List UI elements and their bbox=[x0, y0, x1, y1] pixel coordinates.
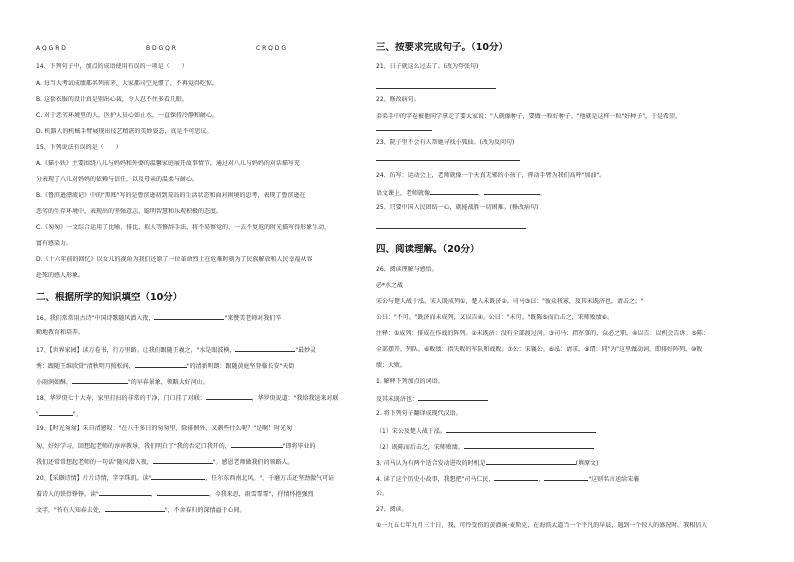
q17-blank-1[interactable] bbox=[235, 345, 295, 352]
q23-answer-line[interactable] bbox=[376, 160, 520, 161]
q17-text-f: 小雨润如酥， bbox=[36, 379, 73, 386]
q24-line1: 24、仿写：运动会上，老师就像一个天真无邪的小孩子，挥动手臂为我们高呼"加油"。 bbox=[376, 172, 606, 179]
section-4-title: 四、阅读理解。（20分） bbox=[376, 244, 480, 255]
options-row bbox=[36, 45, 364, 53]
section-2-title: 二、根据所学的知识填空（10分） bbox=[36, 292, 183, 303]
q17-text-b: "水是眼波横， bbox=[196, 347, 236, 354]
q18-close-quote: "。 bbox=[72, 411, 82, 418]
q16-line1 bbox=[36, 313, 364, 323]
q20-blank-3[interactable] bbox=[157, 489, 209, 496]
sub4-blank-1[interactable] bbox=[494, 474, 538, 481]
q18-line2 bbox=[36, 409, 364, 419]
option-a: A Q G R D bbox=[36, 45, 66, 52]
q24-blank-2[interactable] bbox=[484, 188, 540, 195]
sub2b-text: （2）既陈而后击之，宋师败绩。 bbox=[376, 444, 464, 451]
q22-text: 弟弟手中的字卷被他同学拿走了要大家说："人就像种子，要做一粒好种子。"他就是这样一粒"好种子"，于是希望。 bbox=[376, 113, 682, 120]
sub2a bbox=[376, 426, 760, 436]
q15-option-b-line1: B.《鲁滨逊漂流记》中的"黑账"写的是鲁滨逊初到荒岛的生活状态和面对困境的思考，表现了鲁滨逊在 bbox=[36, 192, 306, 199]
q24-period: 。 bbox=[540, 190, 547, 197]
sub1a-text: 及其未既济也： bbox=[376, 396, 419, 403]
q17-blank-3[interactable] bbox=[72, 377, 128, 384]
q16-quote: 随风潜入夜， bbox=[118, 315, 155, 322]
q20-line3 bbox=[36, 505, 364, 515]
sub1a bbox=[376, 394, 760, 404]
q20-text-f: "，不舍春归的深情溢于心间。 bbox=[164, 507, 246, 514]
sub4-line1 bbox=[376, 474, 760, 484]
q15-option-a-line2: 分表现了八儿对妈妈的依赖与信任，以及母亲的温柔与耐心。 bbox=[36, 176, 199, 183]
sub4-text-b: "这则名言送给宋襄 bbox=[588, 476, 640, 483]
q14-stem: 14、下列句子中，加点的成语使用有误的一项是（ ） bbox=[36, 63, 188, 70]
sub4-blank-2[interactable] bbox=[544, 474, 588, 481]
q22-stem: 22、修改病句。 bbox=[376, 96, 420, 103]
q20-text-c: 着诗人的铁骨铮铮。读" bbox=[36, 491, 99, 498]
q16-text-b: "来赞美老师对我们辛 bbox=[224, 315, 282, 322]
q27-stem: 27、阅读。 bbox=[376, 506, 408, 513]
q16-title: 中国诗歌 bbox=[94, 315, 119, 322]
q19-line1: 19、【时光匆匆】朱自清感叹："在八千多日的匆匆里，除徘徊外，又剩些什么呢？"是啊！时光匆 bbox=[36, 425, 293, 432]
q15-option-b-line2: 恶劣的生存环境中，表现出的坚强意志、聪明智慧和乐观积极的态度。 bbox=[36, 208, 223, 215]
q19-text-d: "。感恩老师做我们的领路人。 bbox=[212, 459, 294, 466]
sub1-stem: 1. 解释下列加点的词语。 bbox=[376, 378, 444, 385]
sub3-blank[interactable] bbox=[486, 458, 576, 465]
sub2b-blank[interactable] bbox=[464, 442, 594, 449]
q16-line2: 勤地教育和培养。 bbox=[36, 329, 85, 336]
q20-text-e: 文字，"苔有人知春去处， bbox=[36, 507, 105, 514]
q15-option-d-line2: 赴死的感人形象。 bbox=[36, 272, 85, 279]
sub3 bbox=[376, 458, 760, 468]
sub3-text: 3. 司马认为有两个适合发动进攻的时机是 bbox=[376, 460, 486, 467]
q17-blank-2[interactable] bbox=[135, 361, 187, 368]
q25-stem: 25、只要中国人民团结一心，就能战胜一切困难。(修改病句) bbox=[376, 204, 539, 211]
q15-option-c-line2: 富有感染力。 bbox=[36, 240, 73, 247]
q14-option-a: A. 每当大考试成绩都名列前茅，大家都司空见惯了，不再觉得吃惊。 bbox=[36, 80, 218, 87]
sub4-comma: ， bbox=[538, 476, 545, 483]
q14-option-b: B. 这套衣服的设计真是别出心裁，令人忍不住多看几眼。 bbox=[36, 96, 188, 103]
q19-line2 bbox=[36, 441, 364, 451]
q24-comma: ， bbox=[478, 190, 485, 197]
q20-comma: ， bbox=[150, 491, 157, 498]
q19-text-b: "即将毕业的 bbox=[282, 443, 316, 450]
q17-text-c: "最妙灵 bbox=[295, 347, 317, 354]
q20-blank-4[interactable] bbox=[105, 505, 165, 512]
q19-text-a: 匆，好好学习，回想起老师的谆谆教导，我们明白了"我的否定口我开的， bbox=[36, 443, 231, 450]
q18-line1 bbox=[36, 393, 364, 403]
sub4-text-a: 4. 读了这个历史小故事，我想把"司马仁民， bbox=[376, 476, 495, 483]
q18-text-a: 18、华罗庚七十大寿，家里打扫的非常的干净，门口挂了对联： bbox=[36, 395, 206, 402]
q24-blank-1[interactable] bbox=[430, 188, 478, 195]
sub2a-blank[interactable] bbox=[446, 426, 596, 433]
q25-answer-line[interactable] bbox=[376, 228, 526, 229]
passage-title: 必*水之战 bbox=[376, 282, 404, 289]
q18-blank-2[interactable] bbox=[39, 409, 73, 416]
q15-option-c-line1: C.《匆匆》一文综合运用了比喻、排比、拟人等修辞手法，将不易察觉的、一去不复返的时光描写得形象生动、 bbox=[36, 224, 331, 231]
q21-stem: 21、日子就这么过去了。(改为夸张句) bbox=[376, 63, 479, 70]
q23-stem: 23、院子里不会有人帮她寻找小狐仙。(改为反问句) bbox=[376, 139, 515, 146]
notes-line3: 绩：大败。 bbox=[376, 362, 407, 369]
q17-line1 bbox=[36, 345, 364, 355]
q20-line2 bbox=[36, 489, 364, 499]
q20-text-a: 20、【采撷诗情】片片诗情，字字珠玑。读" bbox=[36, 475, 152, 482]
q19-blank-1[interactable] bbox=[231, 441, 283, 448]
sub3-note: (填原文) bbox=[575, 460, 599, 467]
section-3-title: 三、按要求完成句子。（10分） bbox=[376, 42, 508, 53]
passage-line2: 公曰："不可。"既济而未成列，又以告④。公曰："未可。"既陈⑤而后击之，宋师败绩⑥。 bbox=[376, 314, 614, 321]
q19-text-c: 我们还常常想起老师的一句话"随风潜入夜， bbox=[36, 459, 153, 466]
q20-blank-2[interactable] bbox=[99, 489, 151, 496]
q20-blank-1[interactable] bbox=[151, 473, 205, 480]
q17-text-a: 17、【世界家园】读万卷书，行万里路。让我们跟随王羲之， bbox=[36, 347, 197, 354]
q22-answer-line[interactable] bbox=[376, 130, 432, 131]
q27-passage-line1: ①一九五七年九月三十日，我，可怜受伤的黄潜溪·麦斯克，在海滨大道当一个平凡的早晨，遇到一个惊人的盛况时。我相信人 bbox=[376, 522, 708, 529]
q15-stem: 15、下列说法有误的是（ ） bbox=[36, 144, 122, 151]
sub1a-blank[interactable] bbox=[418, 394, 488, 401]
sub4-line2: 公。 bbox=[376, 490, 389, 497]
sub2-stem: 2. 将下列句子翻译成现代汉语。 bbox=[376, 410, 462, 417]
q17-line2 bbox=[36, 361, 364, 371]
option-c: C R Q D G bbox=[256, 45, 286, 52]
q24-line2 bbox=[376, 188, 760, 198]
q14-option-c: C. 对于恶劣环境里的人，医护人员心如止水，一直保持冷静和耐心。 bbox=[36, 112, 219, 119]
q18-text-b: ，华罗庚说道："我给我送来对联 bbox=[251, 395, 339, 402]
q24-text-a: 语文课上，老师就像 bbox=[376, 190, 431, 197]
q21-answer-line[interactable] bbox=[376, 88, 496, 89]
q15-option-d-line1: D.《十六年前的回忆》以女儿的视角为我们还原了一位革命烈士在危难时刻为了民族解放和人民幸福从容 bbox=[36, 256, 313, 263]
notes-line1: 注释：①成列：排成在作战的阵列。②未既济：没有全部渡过河。③司马：指军事的、众必之职。④以告：以机会告诉。⑤陈： bbox=[376, 330, 709, 337]
q15-option-a-line1: A.《猫小妖》主要围绕八儿与妈妈和外婆的温馨家庭展开故事情节，通过对八儿与妈妈的对话描写充 bbox=[36, 160, 300, 167]
q26-stem: 26、阅读理解与感悟。 bbox=[376, 266, 438, 273]
q20-line1 bbox=[36, 473, 364, 483]
q16-text-a: 16、我们常常用古诗" bbox=[36, 315, 95, 322]
q17-line3 bbox=[36, 377, 364, 387]
q19-line3 bbox=[36, 457, 364, 467]
sub2a-text: （1）宋公及楚人战于泓。 bbox=[376, 428, 446, 435]
q20-text-d: 。今我来思，雨雪霏霏"，抒情怀抱强烈 bbox=[208, 491, 314, 498]
q17-text-d: 秀：跟随王维欣赏"清秋明月照松间， bbox=[36, 363, 135, 370]
q20-text-b: ，任尔东西南北风。"，千磨万击还坚劲傲气可证 bbox=[205, 475, 335, 482]
q16-blank[interactable] bbox=[154, 313, 224, 320]
passage-line1: 宋公与楚人战于泓。宋人既成列①，楚人未既济②。司马③曰："彼众我寡，及其未既济也，请击之。" bbox=[376, 298, 644, 305]
q17-text-e: "的清新明朗：跟随黄庭坚登临长安"天街 bbox=[186, 363, 295, 370]
q14-option-d: D. 机器人的机械手臂展现出技艺精湛的美妙姿态，真是不可思议。 bbox=[36, 128, 213, 135]
notes-line2: 全部摆开，列队。⑥败绩：指失败的军队和战败。⑦公：宋襄公。⑧泓：请求。⑨谓：同"为"这里做动词，即排好阵列。⑩败 bbox=[376, 346, 703, 353]
q17-text-g: "的早春景象，领略大好河山。 bbox=[128, 379, 209, 386]
q19-blank-2[interactable] bbox=[153, 457, 213, 464]
sub2b bbox=[376, 442, 760, 452]
q18-open-quote: " bbox=[36, 411, 39, 418]
q18-blank-1[interactable] bbox=[206, 393, 252, 400]
option-b: B D G Q R bbox=[146, 45, 176, 52]
